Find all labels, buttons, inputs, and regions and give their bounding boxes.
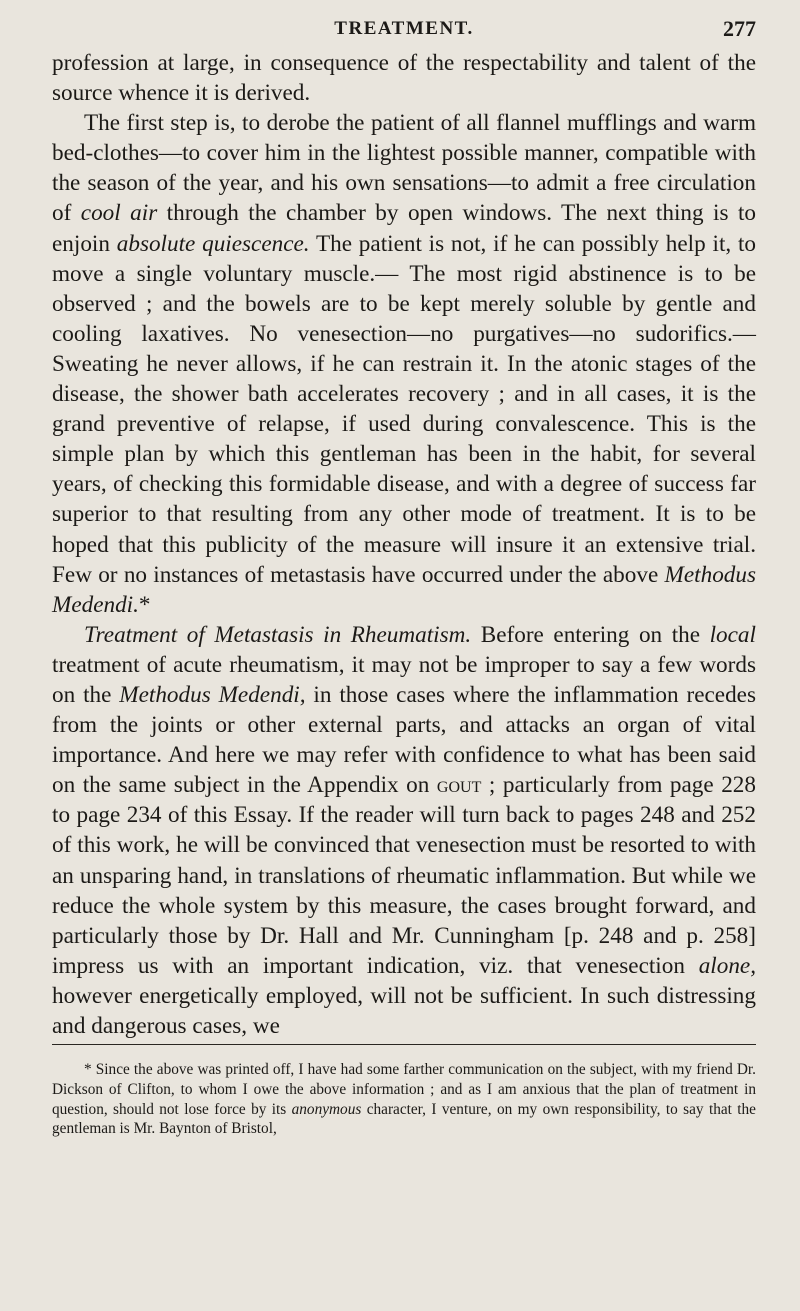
- paragraph-metastasis: [52, 620, 756, 1041]
- paragraph-treatment-plan: [52, 108, 756, 620]
- text-span: through the chamber by open windows. The next thing is to enjoin: [52, 200, 756, 257]
- italic-span: Methodus Medendi.: [52, 561, 756, 618]
- small-caps-span: gout: [436, 772, 482, 799]
- footnote: [52, 1060, 756, 1138]
- italic-span: alone,: [698, 952, 756, 979]
- italic-span: cool air: [80, 200, 158, 227]
- text-span: profession at large, in consequence of the respectability and talent of the source whence it is derived.: [52, 50, 756, 107]
- text-span: The first step is, to derobe the patient of all flannel mufflings and warm bed-clothes—to cover him in the lightest possible manner, compatible with the season of the year, and his own sensations—to admit a free circulation of: [52, 110, 756, 227]
- section-heading-italic: Treatment of Metastasis in Rheumatism.: [84, 621, 472, 648]
- text-span: ; particularly from page 228 to page 234 of this Essay. If the reader will turn back to pages 248 and 252 of this work, he will be convinced that venesection must be resorted to with an unsparing hand, in translations of rheumatic inflammation. But while we reduce the whole system by this measure, the cases brought forward, and particularly those by Dr. Hall and Mr. Cunningham [p. 248 and p. 258] impress us with an important indication, viz. that venesection: [52, 772, 756, 979]
- footnote-marker: *: [138, 591, 151, 618]
- italic-span: local: [709, 621, 756, 648]
- italic-span: anonymous: [291, 1100, 362, 1118]
- text-span: in those cases where the inflammation recedes from the joints or other external parts, and attacks an organ of vital importance. And here we may refer with confidence to what has been said on the same subject in the Appendix on: [52, 681, 756, 799]
- italic-span: Methodus Medendi,: [119, 681, 306, 708]
- page-header: [52, 12, 756, 48]
- text-span: however energetically employed, will not be sufficient. In such distressing and dangerous cases, we: [52, 982, 756, 1039]
- page-number: 277: [723, 16, 756, 41]
- text-span: * Since the above was printed off, I have had some farther communication on the subject, with my friend Dr. Dickson of Clifton, to whom I owe the above information ; and as I am anxious that the plan of treatment in question, should not lose force by its: [52, 1061, 756, 1118]
- text-span: The patient is not, if he can possibly help it, to move a single voluntary muscle.— The most rigid abstinence is to be observed ; and the bowels are to be kept merely soluble by gentle and cooling laxatives. No venesection—no purgatives—no sudorifics.— Sweating he never allows, if he can restrain it. In the atonic stages of the disease, the shower bath accelerates recovery ; and in all cases, it is the grand preventive of relapse, if used during convalescence. This is the simple plan by which this gentleman has been in the habit, for several years, of checking this formidable disease, and with a degree of success far superior to that resulting from any other mode of treatment. It is to be hoped that this publicity of the measure will insure it an extensive trial. Few or no instances of metastasis have occurred under the above: [52, 230, 756, 588]
- paragraph-continuation: [52, 48, 756, 108]
- running-head: TREATMENT.: [334, 18, 474, 39]
- text-span: character, I venture, on my own responsibility, to say that the gentleman is Mr. Baynton of Bristol,: [52, 1100, 756, 1138]
- text-span: treatment of acute rheumatism, it may not be improper to say a few words on the: [52, 651, 756, 708]
- footnote-divider: [52, 1044, 756, 1045]
- text-span: Before entering on the: [471, 621, 710, 648]
- body-text: [52, 48, 756, 1041]
- italic-span: absolute quiescence.: [116, 230, 310, 257]
